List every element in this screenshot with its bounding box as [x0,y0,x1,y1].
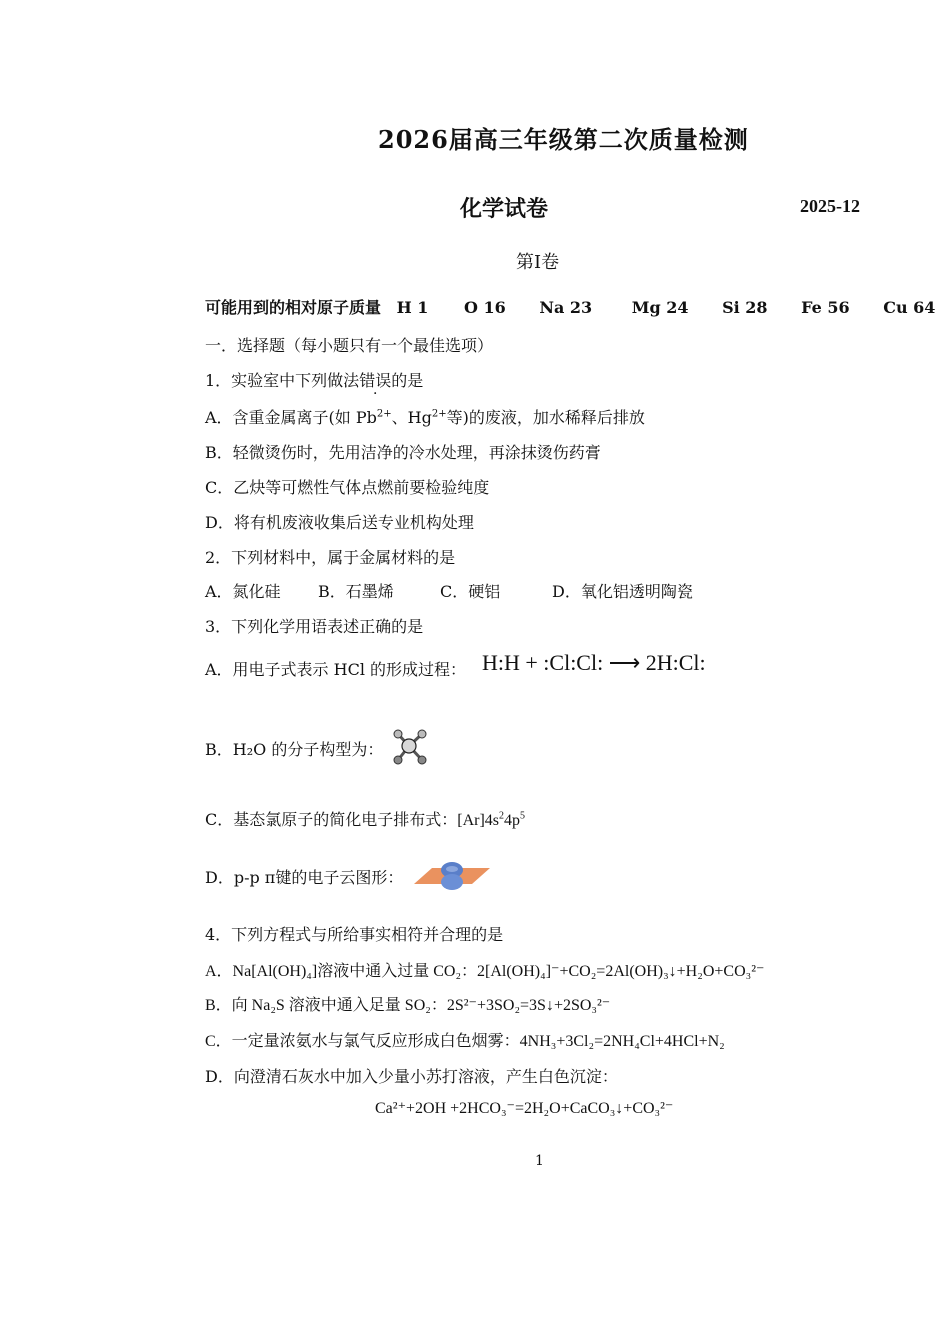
q1-option-b: B．轻微烫伤时，先用洁净的冷水处理，再涂抹烫伤药膏 [205,443,601,462]
mass-h: H 1 [396,298,429,317]
q1-option-c: C．乙炔等可燃性气体点燃前要检验纯度 [205,478,490,497]
q4-option-a: A．Na[Al(OH)₄]溶液中通入过量 CO₂：2[Al(OH)₄]⁻+CO₂=2Al(OH)₃↓+H₂O+CO₃²⁻ [205,963,765,980]
exam-subject: 化学试卷 [460,196,549,222]
q1-a-sup2: 2+ [431,408,447,420]
page-number: 1 [535,1153,544,1169]
atomic-masses-label: 可能用到的相对原子质量 [205,298,382,317]
q2-option-a: A．氮化硅 [205,582,281,601]
atomic-masses [205,295,935,318]
q1-stem [205,368,423,391]
mass-mg: Mg 24 [631,298,689,317]
q2-option-c: C．硬铝 [440,582,501,601]
q3-c-sup1: 2 [499,810,505,822]
q1-stem-emphasis: 错误 [359,371,392,390]
q4-option-b: B．向 Na₂S 溶液中通入足量 SO₂：2S²⁻+3SO₂=3S↓+2SO₃²⁻ [205,997,611,1014]
q1-option-d: D．将有机废液收集后送专业机构处理 [205,513,474,532]
q4-stem: 4．下列方程式与所给事实相符并合理的是 [205,925,504,944]
q3-c-formula-a: [Ar]4s [457,812,500,829]
volume-label: 第Ⅰ卷 [516,252,560,273]
q1-option-a [205,405,645,428]
pi-bond-cloud-icon [410,856,494,892]
mass-na: Na 23 [539,298,593,317]
q3-c-formula-b: 4p [504,812,521,829]
q4-option-d: D．向澄清石灰水中加入少量小苏打溶液，产生白色沉淀： [205,1067,618,1086]
q3-option-a-text: A．用电子式表示 HCl 的形成过程： [205,660,467,679]
q1-stem-c: 的是 [391,371,424,390]
mass-cu: Cu 64 [883,298,936,317]
q1-stem-a: 1．实验室中下列做法 [205,371,360,390]
q3-option-b-text: B．H₂O 的分子构型为： [205,740,384,759]
mass-o: O 16 [464,298,506,317]
q2-option-d: D．氧化铝透明陶瓷 [552,582,693,601]
q1-a-mid: 、Hg [391,408,432,427]
exam-title: 2026届高三年级第二次质量检测 [378,125,749,154]
q4-option-d-equation: Ca²⁺+2OH +2HCO₃⁻=2H₂O+CaCO₃↓+CO₃²⁻ [375,1100,674,1117]
q3-option-d-text: D．p-p π键的电子云图形： [205,868,404,887]
q3-c-sup2: 5 [520,810,526,822]
q2-stem: 2．下列材料中，属于金属材料的是 [205,548,456,567]
q4-option-c: C．一定量浓氨水与氯气反应形成白色烟雾：4NH₃+3Cl₂=2NH₄Cl+4HCl+N₂ [205,1033,725,1050]
q1-a-suffix: 等)的废液，加水稀释后排放 [446,408,645,427]
q3-option-c [205,807,525,830]
mass-si: Si 28 [722,298,768,317]
q1-a-prefix: A．含重金属离子(如 Pb [205,408,377,427]
q3-lewis-formula: H:H + :Cl:Cl: ⟶ 2H:Cl: [482,650,706,675]
water-molecule-model-icon [392,726,432,768]
q2-option-b: B．石墨烯 [318,582,394,601]
exam-date: 2025-12 [800,196,860,216]
q3-c-text: C．基态氯原子的简化电子排布式： [205,810,458,829]
section-heading: 一．选择题（每小题只有一个最佳选项） [205,336,494,355]
q3-stem: 3．下列化学用语表述正确的是 [205,617,424,636]
q1-a-sup1: 2+ [376,408,392,420]
mass-fe: Fe 56 [801,298,850,317]
